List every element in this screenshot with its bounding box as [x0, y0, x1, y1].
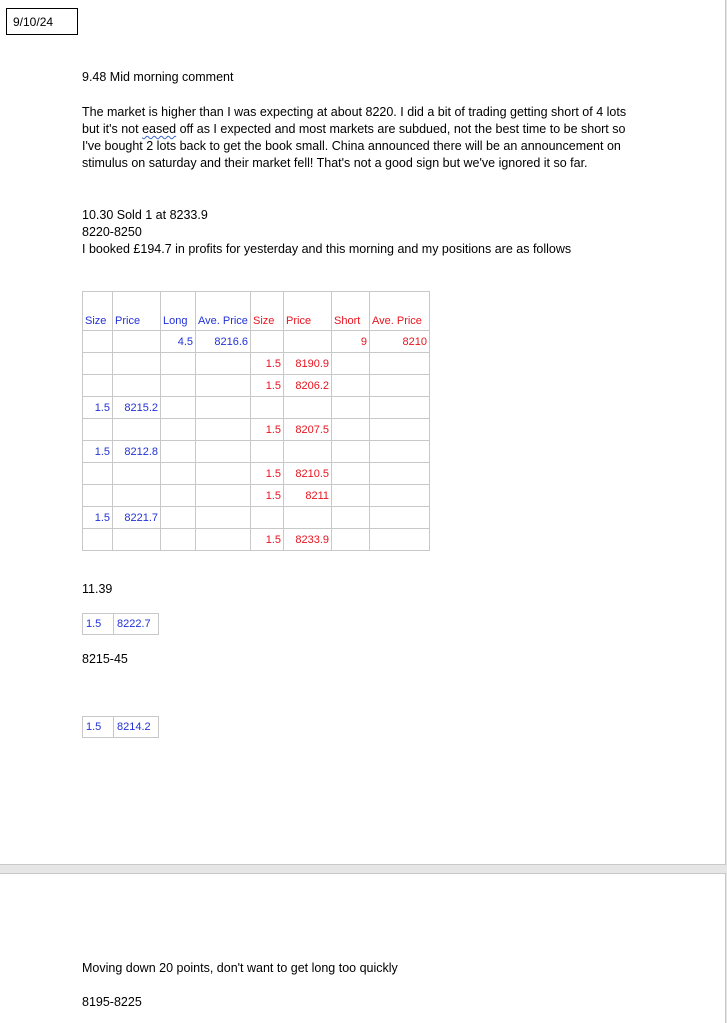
- cell-short: [332, 463, 370, 485]
- positions-table-body: [83, 331, 430, 551]
- cell-ave-price-long: 8216.6: [196, 331, 251, 353]
- cell-size-short: 1.5: [251, 463, 284, 485]
- trade-a-price: 8222.7: [114, 614, 159, 635]
- market-comment-paragraph: [82, 104, 642, 172]
- cell-size-long: [83, 375, 113, 397]
- trade-table-b: [82, 716, 159, 738]
- cell-ave-price-long: [196, 419, 251, 441]
- cell-ave-price-long: [196, 441, 251, 463]
- cell-ave-price-short: [370, 397, 430, 419]
- comment-title: 9.48 Mid morning comment: [82, 70, 234, 84]
- cell-ave-price-long: [196, 375, 251, 397]
- cell-size-short: 1.5: [251, 529, 284, 551]
- cell-size-short: 1.5: [251, 353, 284, 375]
- cell-ave-price-short: [370, 419, 430, 441]
- cell-long: [161, 419, 196, 441]
- cell-price-short: 8207.5: [284, 419, 332, 441]
- cell-size-short: [251, 397, 284, 419]
- cell-price-long: [113, 485, 161, 507]
- cell-price-long: [113, 419, 161, 441]
- range-line-2: 8215-45: [82, 652, 128, 666]
- cell-short: [332, 507, 370, 529]
- cell-short: [332, 441, 370, 463]
- paragraph-text-2: off as I expected and most markets are subdued, not the best time to be short so I've bought 2 lots back to get the book small. China announced there will be an announcement on stimulus on saturday and their market fell! That's not a good sign but we've ignored it so far.: [82, 122, 626, 170]
- cell-price-long: [113, 529, 161, 551]
- cell-short: [332, 419, 370, 441]
- page2-comment: Moving down 20 points, don't want to get long too quickly: [82, 961, 398, 975]
- cell-price-long: [113, 331, 161, 353]
- cell-short: [332, 353, 370, 375]
- cell-price-short: [284, 331, 332, 353]
- cell-price-long: [113, 375, 161, 397]
- cell-long: [161, 485, 196, 507]
- cell-ave-price-long: [196, 507, 251, 529]
- cell-price-short: 8210.5: [284, 463, 332, 485]
- cell-size-long: 1.5: [83, 397, 113, 419]
- cell-price-short: 8206.2: [284, 375, 332, 397]
- table-row: [83, 507, 430, 529]
- table-row: [83, 717, 159, 738]
- cell-price-short: [284, 397, 332, 419]
- cell-ave-price-short: [370, 375, 430, 397]
- header-ave-price-short: Ave. Price: [370, 292, 430, 331]
- cell-short: [332, 529, 370, 551]
- cell-ave-price-long: [196, 529, 251, 551]
- table-header-row: [83, 292, 430, 331]
- header-size-short: Size: [251, 292, 284, 331]
- cell-long: [161, 353, 196, 375]
- table-row: [83, 485, 430, 507]
- table-row: [83, 529, 430, 551]
- cell-short: [332, 485, 370, 507]
- date-box: 9/10/24: [6, 8, 78, 35]
- cell-price-short: [284, 441, 332, 463]
- cell-size-short: [251, 441, 284, 463]
- cell-long: [161, 375, 196, 397]
- table-row: [83, 614, 159, 635]
- page2-range: 8195-8225: [82, 995, 142, 1009]
- cell-price-short: 8190.9: [284, 353, 332, 375]
- sold-line: 10.30 Sold 1 at 8233.9: [82, 208, 208, 222]
- table-row: [83, 419, 430, 441]
- cell-ave-price-short: 8210: [370, 331, 430, 353]
- header-price-long: Price: [113, 292, 161, 331]
- cell-ave-price-long: [196, 353, 251, 375]
- cell-long: [161, 507, 196, 529]
- profits-line: I booked £194.7 in profits for yesterday and this morning and my positions are as follows: [82, 242, 572, 256]
- cell-price-long: 8215.2: [113, 397, 161, 419]
- cell-size-long: [83, 485, 113, 507]
- trade-b-size: 1.5: [83, 717, 114, 738]
- cell-price-long: [113, 353, 161, 375]
- header-short: Short: [332, 292, 370, 331]
- cell-ave-price-short: [370, 353, 430, 375]
- grammar-flagged-word: eased: [142, 122, 177, 136]
- trade-b-price: 8214.2: [114, 717, 159, 738]
- cell-ave-price-long: [196, 463, 251, 485]
- cell-size-short: 1.5: [251, 419, 284, 441]
- cell-size-long: [83, 463, 113, 485]
- trade-table-a: [82, 613, 159, 635]
- cell-ave-price-long: [196, 397, 251, 419]
- cell-price-long: 8212.8: [113, 441, 161, 463]
- table-row: [83, 375, 430, 397]
- header-size-long: Size: [83, 292, 113, 331]
- cell-size-long: 1.5: [83, 507, 113, 529]
- cell-short: 9: [332, 331, 370, 353]
- cell-size-long: 1.5: [83, 441, 113, 463]
- cell-ave-price-short: [370, 463, 430, 485]
- cell-size-long: [83, 419, 113, 441]
- cell-ave-price-short: [370, 529, 430, 551]
- cell-long: [161, 463, 196, 485]
- cell-size-long: [83, 353, 113, 375]
- table-row: [83, 397, 430, 419]
- cell-short: [332, 397, 370, 419]
- header-ave-price-long: Ave. Price: [196, 292, 251, 331]
- table-row: [83, 353, 430, 375]
- trade-a-size: 1.5: [83, 614, 114, 635]
- cell-price-short: 8233.9: [284, 529, 332, 551]
- cell-long: [161, 397, 196, 419]
- cell-long: 4.5: [161, 331, 196, 353]
- cell-size-short: 1.5: [251, 375, 284, 397]
- document-page-2: [0, 873, 726, 1023]
- cell-price-long: [113, 463, 161, 485]
- cell-short: [332, 375, 370, 397]
- cell-price-long: 8221.7: [113, 507, 161, 529]
- positions-table: [82, 291, 430, 551]
- cell-size-long: [83, 331, 113, 353]
- cell-long: [161, 529, 196, 551]
- cell-size-short: [251, 331, 284, 353]
- table-row: [83, 331, 430, 353]
- cell-ave-price-short: [370, 507, 430, 529]
- cell-ave-price-short: [370, 485, 430, 507]
- table-row: [83, 441, 430, 463]
- cell-ave-price-long: [196, 485, 251, 507]
- cell-long: [161, 441, 196, 463]
- cell-price-short: 8211: [284, 485, 332, 507]
- table-row: [83, 463, 430, 485]
- header-long: Long: [161, 292, 196, 331]
- header-price-short: Price: [284, 292, 332, 331]
- cell-ave-price-short: [370, 441, 430, 463]
- cell-size-short: [251, 507, 284, 529]
- cell-size-short: 1.5: [251, 485, 284, 507]
- range-line: 8220-8250: [82, 225, 142, 239]
- cell-size-long: [83, 529, 113, 551]
- cell-price-short: [284, 507, 332, 529]
- time-label: 11.39: [82, 582, 113, 596]
- paragraph-text-1: The market is higher than I was expecting at about 8220. I did a bit of trading getting short of 4 lots but it's not: [82, 105, 627, 136]
